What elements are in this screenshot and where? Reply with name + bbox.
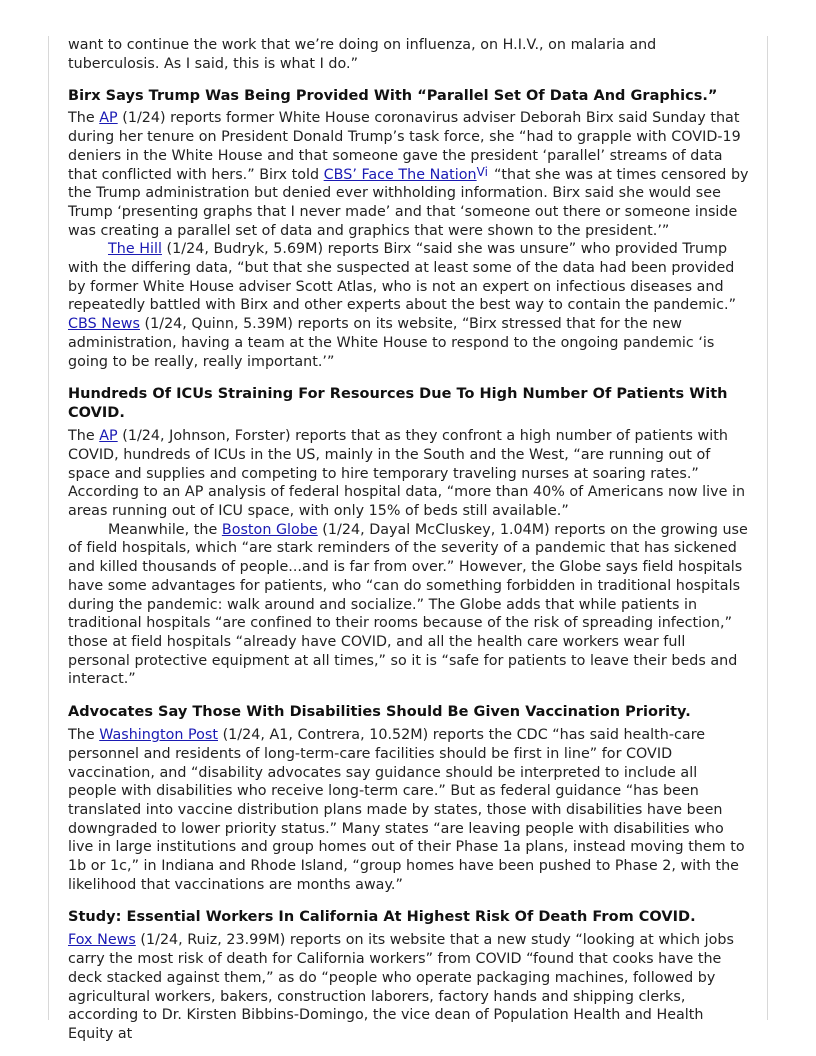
left-margin-rule (48, 36, 49, 1020)
text-span: Meanwhile, the (108, 521, 222, 538)
paragraph (68, 427, 750, 521)
text-span: (1/24) reports former White House coronavirus adviser Deborah Birx said Sunday that during her tenure on President Donald Trump’s task force, she “had to grapple with COVID-19 deniers in the White House and that someone gave the president ‘parallel’ streams of data that conflicted with hers.” Birx told (68, 110, 741, 183)
paragraph (68, 109, 750, 240)
link-ap[interactable]: AP (99, 428, 118, 445)
document-body (68, 36, 750, 1044)
paragraph (68, 931, 750, 1043)
right-margin-rule (767, 36, 768, 1020)
headline-essential-workers: Study: Essential Workers In California At Highest Risk Of Death From COVID. (68, 909, 696, 926)
headline-birx: Birx Says Trump Was Being Provided With “Parallel Set Of Data And Graphics.” (68, 88, 718, 105)
link-boston-globe[interactable]: Boston Globe (221, 521, 318, 538)
text-span: (1/24, Ruiz, 23.99M) reports on its website that a new study “looking at which jobs carry the most risk of death for California workers” from COVID “found that cooks have the deck stacked against them,” as do “people who operate packaging machines, followed by agricultural workers, bakers, construction laborers, factory hands and shipping clerks, according to Dr. Kirsten Bibbins-Domingo, the vice dean of Population Health and Health Equity at (68, 932, 734, 1042)
paragraph (68, 521, 750, 689)
headline-icus: Hundreds Of ICUs Straining For Resources Due To High Number Of Patients With COVID. (68, 386, 728, 422)
link-the-hill[interactable]: The Hill (108, 241, 162, 258)
article-birx (68, 87, 750, 371)
link-fox-news[interactable]: Fox News (68, 932, 136, 949)
text-span: (1/24, Dayal McCluskey, 1.04M) reports on the growing use of field hospitals, which “are stark reminders of the severity of a pandemic that has sickened and killed thousands of people...and is far from over.” However, the Globe says field hospitals have some advantages for patients, who “can do something forbidden in traditional hospitals during the pandemic: walk around and socialize.” The Globe adds that while patients in traditional hospitals “are confined to their rooms because of the risk of spreading infection,” those at field hospitals “already have COVID, and all the health care workers wear full personal protective equipment at all times,” so it is “safe for patients to leave their beds and interact.” (68, 521, 748, 688)
link-cbs-news[interactable]: CBS News (68, 316, 140, 333)
link-washington-post[interactable]: Washington Post (99, 727, 218, 744)
text-span: (1/24, A1, Contrera, 10.52M) reports the CDC “has said health-care personnel and residents of long-term-care facilities should be first in line” for COVID vaccination, and “disability advocates say guidance should be interpreted to include all people with disabilities who receive long-term care.” But as federal guidance “has been translated into vaccine distribution plans made by states, those with disabilities have been downgraded to lower priority status.” Many states “are leaving people with disabilities who live in large institutions and group homes out of their Phase 1a plans, instead moving them to 1b or 1c,” in Indiana and Rhode Island, “group homes have been pushed to Phase 2, with the likelihood that vaccinations are months away.” (68, 727, 745, 893)
text-span: The (68, 110, 100, 127)
text-span: The (68, 727, 100, 744)
text-span: (1/24, Johnson, Forster) reports that as they confront a high number of patients with COVID, hundreds of ICUs in the US, mainly in the South and the West, “are running out of space and supplies and competing to hire temporary traveling nurses at soaring rates.” According to an AP analysis of federal hospital data, “more than 40% of Americans now live in areas running out of ICU space, with only 15% of beds still available.” (68, 428, 746, 520)
paragraph (68, 240, 750, 371)
paragraph (68, 726, 750, 894)
text-span: “that she was at times censored by the Trump administration but denied ever withholding information. Birx said she would see Trump ‘presenting graphs that I never made’ and that ‘someone out there or someone inside was creating a parallel set of data and graphics that were shown to the president.’” (68, 166, 749, 239)
headline-disabilities: Advocates Say Those With Disabilities Should Be Given Vaccination Priority. (68, 704, 691, 721)
text-span: (1/24, Budryk, 5.69M) reports Birx “said she was unsure” who provided Trump with the differing data, “but that she suspected at least some of the data had been provided by former White House adviser Scott Atlas, who is not an expert on infectious diseases and repeatedly battled with Birx and other experts about the best way to contain the pandemic.” (68, 241, 737, 314)
text-span: The (68, 428, 100, 445)
article-disabilities (68, 703, 750, 894)
continued-paragraph: want to continue the work that we’re doing on influenza, on H.I.V., on malaria and tuberculosis. As I said, this is what I do.” (68, 37, 657, 72)
link-cbs-face-the-nation[interactable]: CBS’ Face The Nation (323, 166, 477, 183)
footnote-marker[interactable]: Vi (476, 164, 488, 179)
text-span: (1/24, Quinn, 5.39M) reports on its website, “Birx stressed that for the new administration, having a team at the White House to respond to the ongoing pandemic ‘is going to be really, really important.’” (68, 316, 715, 370)
article-essential-workers (68, 908, 750, 1043)
article-icus (68, 385, 750, 689)
link-ap[interactable]: AP (99, 110, 118, 127)
